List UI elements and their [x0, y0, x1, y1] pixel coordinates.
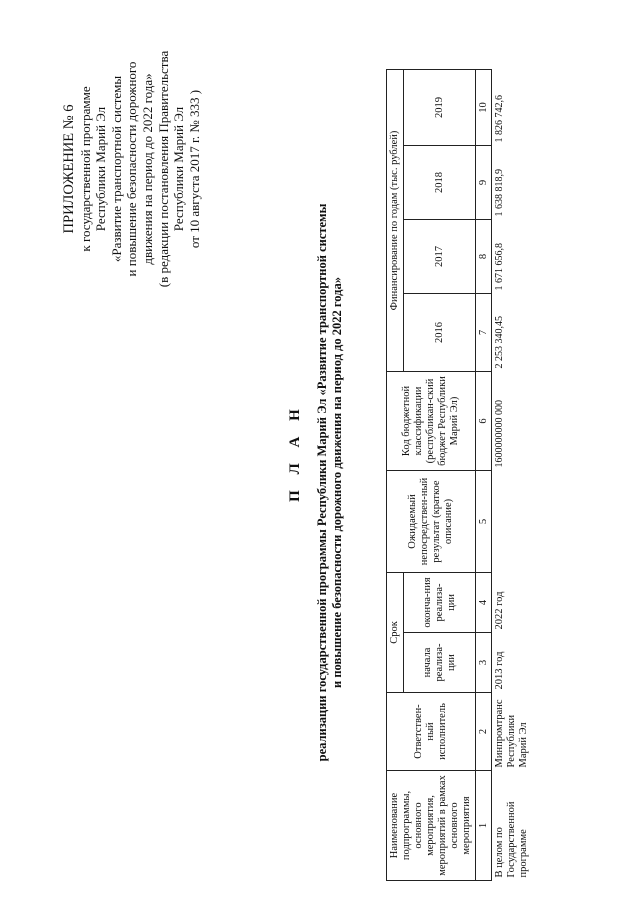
column-number: 4 [476, 572, 492, 632]
appendix-line: и повышение безопасности дорожного [124, 61, 140, 277]
appendix-line: (в редакции постановления Правительства [155, 50, 171, 288]
row-2019: 1 826 742,6 [492, 69, 533, 145]
column-number: 5 [476, 470, 492, 572]
row-name: В целом по Государственной программе [492, 771, 533, 881]
appendix-line: движения на период до 2022 года» [139, 73, 155, 265]
plan-subtitle [315, 120, 345, 845]
row-result [492, 470, 533, 572]
plan-table [386, 69, 532, 881]
header-financing: Финансирование по годам (тыс. рублей) [387, 69, 404, 371]
header-year: 2016 [404, 293, 476, 371]
row-code: 1600000000 000 [492, 371, 533, 470]
row-end: 2022 год [492, 572, 533, 632]
column-number: 6 [476, 371, 492, 470]
appendix-line: Республики Марий Эл [93, 106, 109, 232]
column-number: 1 [476, 771, 492, 881]
header-term-start: начала реализа-ции [404, 633, 476, 693]
plan-title: П Л А Н [287, 403, 303, 502]
column-number: 3 [476, 633, 492, 693]
appendix-block [62, 0, 202, 339]
header-row [387, 69, 404, 880]
table-row [492, 69, 533, 880]
column-number-row [476, 69, 492, 880]
appendix-line: «Развитие транспортной системы [108, 75, 124, 263]
row-start: 2013 год [492, 633, 533, 693]
row-executor: Минпромтранс Республики Марий Эл [492, 693, 533, 771]
header-year: 2017 [404, 219, 476, 293]
appendix-line: к государственной программе [77, 86, 93, 252]
column-number: 2 [476, 693, 492, 771]
row-2017: 1 671 656,8 [492, 219, 533, 293]
header-name: Наименование подпрограммы, основного мероприятия, мероприятий в рамках основного мероприятия [387, 771, 476, 881]
appendix-line: от 10 августа 2017 г. № 333 ) [186, 89, 202, 249]
header-term-end: оконча-ния реализа-ции [404, 572, 476, 632]
column-number: 9 [476, 145, 492, 219]
row-2016: 2 253 340,45 [492, 293, 533, 371]
plan-subtitle-line: и повышение безопасности дорожного движения на период до 2022 года» [330, 277, 344, 688]
header-result: Ожидаемый непосредствен-ный результат (краткое описание) [387, 470, 476, 572]
column-number: 8 [476, 219, 492, 293]
column-number: 7 [476, 293, 492, 371]
header-year: 2018 [404, 145, 476, 219]
row-2018: 1 638 818,9 [492, 145, 533, 219]
column-number: 10 [476, 69, 492, 145]
appendix-line: Республики Марий Эл [171, 106, 187, 232]
header-year: 2019 [404, 69, 476, 145]
header-executor: Ответствен-ный исполнитель [387, 693, 476, 771]
appendix-line: ПРИЛОЖЕНИЕ № 6 [61, 104, 77, 234]
header-term: Срок [387, 572, 404, 692]
plan-subtitle-line: реализации государственной программы Республики Марий Эл «Развитие транспортной системы [315, 203, 329, 762]
header-code: Код бюджетной классификации (республикан-ский бюджет Республики Марий Эл) [387, 371, 476, 470]
